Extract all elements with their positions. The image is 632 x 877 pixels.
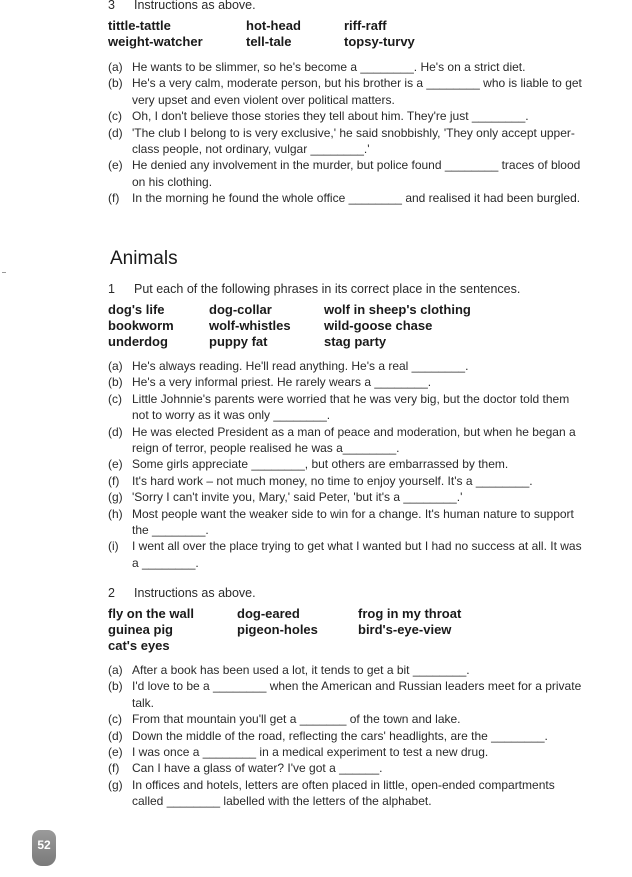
item-label: (g) [108,490,123,505]
item-text: It's hard work – not much money, no time to enjoy yourself. It's a ________. [132,473,533,488]
item-label: (b) [108,76,123,91]
item-text: Down the middle of the road, reflecting the cars' headlights, are the ________. [132,728,548,743]
item-label: (f) [108,473,120,488]
exercise-number: 1 [108,282,115,296]
word: cat's eyes [108,638,170,653]
list-item [108,157,588,190]
page-number: 52 [37,838,51,852]
word: dog's life [108,302,165,317]
item-text: After a book has been used a lot, it tends to get a bit ________. [132,663,470,677]
word: dog-eared [237,606,300,621]
word: wild-goose chase [324,318,433,333]
item-text: Most people want the weaker side to win for a change. It's human nature to support the ________. [132,506,574,538]
item-label: (e) [108,457,123,472]
word: hot-head [246,18,301,33]
word: puppy fat [209,334,268,349]
item-label: (a) [108,359,123,373]
list-item [108,538,588,571]
word: guinea pig [108,622,173,637]
item-label: (i) [108,539,119,554]
list-item [108,711,588,727]
exercise-number: 3 [108,0,115,12]
item-label: (b) [108,679,123,694]
word: wolf in sheep's clothing [324,302,471,317]
list-item [108,662,588,678]
item-text: I'd love to be a ________ when the American and Russian leaders meet for a private talk. [132,679,582,710]
item-text: He's always reading. He'll read anything. He's a real ________. [132,359,469,373]
list-item [108,374,588,390]
item-text: In the morning he found the whole office ________ and realised it had been burgled. [132,191,581,206]
section-title: Animals [110,248,178,269]
list-item [108,777,588,810]
list-item [108,506,588,539]
exercise-number: 2 [108,586,115,600]
word: wolf-whistles [209,318,291,333]
exercise-instruction: Put each of the following phrases in its correct place in the sentences. [134,282,521,296]
margin-mark [2,272,6,273]
list-item [108,190,588,206]
item-text: Oh, I don't believe those stories they tell about him. They're just ________. [132,109,529,124]
item-text: He's a very informal priest. He rarely wears a ________. [132,375,432,390]
item-label: (d) [108,424,123,439]
item-text: He was elected President as a man of peace and moderation, but when he began a reign of terror, people realised he was a________. [132,424,576,456]
item-text: Little Johnnie's parents were worried that he was very big, but the doctor told them not to worry as it was only ________. [132,391,570,423]
list-item [108,744,588,760]
list-item [108,678,588,711]
word: tell-tale [246,34,292,49]
exercise-3-items [108,59,588,207]
word: dog-collar [209,302,272,317]
item-text: Some girls appreciate ________, but others are embarrassed by them. [132,457,509,472]
item-label: (c) [108,109,122,124]
item-text: From that mountain you'll get a _______ of the town and lake. [132,712,461,727]
word: underdog [108,334,168,349]
item-label: (e) [108,745,123,760]
word: bird's-eye-view [358,622,452,637]
exercise-1-items [108,358,588,571]
item-text: He wants to be slimmer, so he's become a ________. He's on a strict diet. [132,60,526,74]
item-label: (d) [108,728,123,743]
page-number-badge [32,830,56,866]
word: topsy-turvy [344,34,415,49]
exercise-3-heading [108,0,256,12]
item-label: (c) [108,712,122,727]
exercise-2-items [108,662,588,810]
list-item [108,391,588,424]
item-label: (f) [108,761,120,776]
item-label: (h) [108,506,123,521]
item-text: In offices and hotels, letters are often placed in little, open-ended compartments called ________ labelled with the letters of the alphabet. [132,777,555,809]
list-item [108,125,588,158]
exercise-instruction: Instructions as above. [134,0,256,12]
item-label: (e) [108,158,123,173]
item-label: (c) [108,391,122,406]
word: pigeon-holes [237,622,318,637]
list-item [108,728,588,744]
item-text: I was once a ________ in a medical experiment to test a new drug. [132,745,489,760]
item-text: 'The club I belong to is very exclusive,' he said snobbishly, 'They only accept upper-class people, not ordinary, vulgar ________.' [132,125,575,157]
exercise-2-heading [108,586,256,600]
word: riff-raff [344,18,387,33]
list-item [108,760,588,776]
word: frog in my throat [358,606,462,621]
item-label: (g) [108,777,123,792]
item-label: (f) [108,191,120,206]
item-label: (a) [108,663,123,677]
word: tittle-tattle [108,18,171,33]
list-item [108,456,588,472]
list-item [108,489,588,505]
word: stag party [324,334,387,349]
item-text: He denied any involvement in the murder, but police found ________ traces of blood on his clothing. [132,158,581,189]
list-item [108,473,588,489]
item-text: Can I have a glass of water? I've got a ______. [132,761,383,776]
item-text: 'Sorry I can't invite you, Mary,' said Peter, 'but it's a ________.' [132,490,463,505]
word: fly on the wall [108,606,194,621]
item-label: (a) [108,60,123,74]
item-label: (d) [108,125,123,140]
word: bookworm [108,318,174,333]
exercise-1-heading [108,282,520,296]
list-item [108,358,588,374]
list-item [108,75,588,108]
list-item [108,59,588,75]
item-label: (b) [108,375,123,390]
item-text: He's a very calm, moderate person, but his brother is a ________ who is liable to get very upset and even violent over political matters. [132,76,582,107]
exercise-instruction: Instructions as above. [134,586,256,600]
list-item [108,108,588,124]
word: weight-watcher [108,34,203,49]
item-text: I went all over the place trying to get what I wanted but I had no success at all. It was a ________. [132,539,582,570]
list-item [108,424,588,457]
